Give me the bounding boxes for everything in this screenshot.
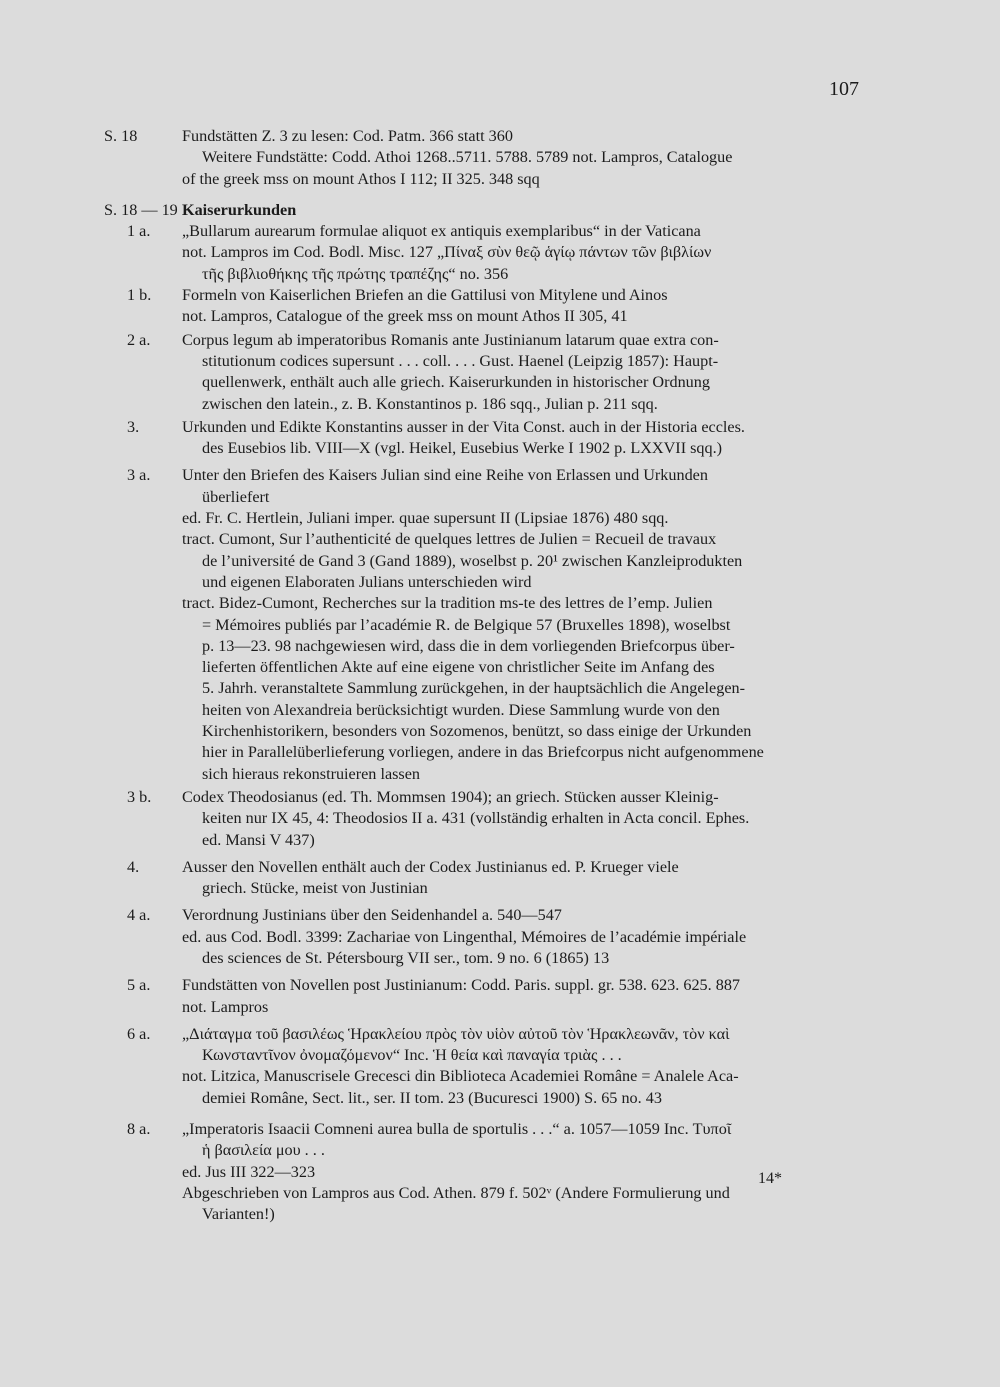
entry-1b [104,285,884,328]
text-line: Corpus legum ab imperatoribus Romanis ante Justinianum latarum quae extra con- [182,330,719,349]
text-line: Varianten!) [202,1205,275,1224]
text-line: „Imperatoris Isaacii Comneni aurea bulla de sportulis . . .“ a. 1057—1059 Inc. Τυποῖ [182,1120,732,1139]
section-body [182,200,884,221]
text-line: heiten von Alexandreia berücksichtigt wurden. Diese Sammlung wurde von den [202,700,720,719]
section-label: S. 18 — 19 [104,200,178,219]
entry-5a [104,975,884,1018]
text-line: not. Lampros [182,997,269,1016]
text-line: griech. Stücke, meist von Justinian [202,879,428,898]
text-line: ed. aus Cod. Bodl. 3399: Zachariae von Lingenthal, Mémoires de l’académie impériale [182,927,747,946]
text-line: ed. Fr. C. Hertlein, Juliani imper. quae supersunt II (Lipsiae 1876) 480 sqq. [182,509,669,528]
text-line: not. Litzica, Manuscrisele Grecesci din Biblioteca Academiei Române = Analele Aca- [182,1067,739,1086]
entry-body [182,417,884,460]
text-line: τῆς βιβλιοθήκης τῆς πρώτης τραπέζης“ no. 356 [202,264,509,283]
entry-6a [104,1024,884,1109]
text-line: Formeln von Kaiserlichen Briefen an die Gattilusi von Mitylene und Ainos [182,286,668,305]
entry-body [182,905,884,969]
text-line: not. Lampros, Catalogue of the greek mss on mount Athos II 305, 41 [182,307,628,326]
text-line: Κωνσταντῖνον ὀνομαζόμενον“ Inc. Ἡ θεία καὶ παναγία τριὰς . . . [202,1046,622,1065]
text-line: not. Lampros im Cod. Bodl. Misc. 127 „Πίναξ σὺν θεῷ ἁγίῳ πάντων τῶν βιβλίων [182,243,712,262]
entry-label: 5 a. [127,976,151,995]
entry-label: 3 a. [127,466,151,485]
page-content [104,126,884,1226]
text-line: tract. Bidez-Cumont, Recherches sur la tradition ms-te des lettres de l’emp. Julien [182,594,713,613]
entry-label: 3. [127,417,140,436]
entry-body [182,975,884,1018]
entry-body [182,285,884,328]
text-line: Ausser den Novellen enthält auch der Codex Justinianus ed. P. Krueger viele [182,857,679,876]
text-line: Codex Theodosianus (ed. Th. Mommsen 1904); an griech. Stücken ausser Kleinig- [182,787,719,806]
section-s18 [104,126,884,190]
text-line: zwischen den latein., z. B. Konstantinos p. 186 sqq., Julian p. 211 sqq. [202,394,658,413]
text-line: p. 13—23. 98 nachgewiesen wird, dass die in dem vorliegenden Briefcorpus über- [202,636,735,655]
text-line: keiten nur IX 45, 4: Theodosios II a. 431 (vollständig erhalten in Acta concil. Ephes. [202,809,750,828]
section-s18-19 [104,200,884,221]
entry-1a [104,221,884,285]
entry-body [182,857,884,900]
text-line: „Bullarum aurearum formulae aliquot ex antiquis exemplaribus“ in der Vaticana [182,222,701,241]
text-line: ἡ βασιλεία μου . . . [202,1141,325,1160]
section-label: S. 18 [104,127,138,145]
entry-3a [104,465,884,784]
text-line: Urkunden und Edikte Konstantins ausser in der Vita Const. auch in der Historia eccles. [182,417,745,436]
printer-signature: 14* [758,1170,782,1187]
entry-3b [104,787,884,851]
text-line: und eigenen Elaboraten Julians unterschieden wird [202,572,532,591]
entry-label: 6 a. [127,1024,151,1043]
text-line: überliefert [202,487,270,506]
entry-body [182,221,884,285]
entry-3 [104,417,884,460]
text-line: lieferten öffentlichen Akte auf eine eigene von christlicher Seite im Anfang des [202,658,715,677]
entry-label: 1 b. [127,286,152,305]
entry-4a [104,905,884,969]
text-line: tract. Cumont, Sur l’authenticité de quelques lettres de Julien = Recueil de travaux [182,530,717,549]
entry-body [182,1024,884,1109]
text-line: des sciences de St. Pétersbourg VII ser., tom. 9 no. 6 (1865) 13 [202,948,610,967]
entry-label: 8 a. [127,1120,151,1139]
entry-2a [104,330,884,415]
text-line: stitutionum codices supersunt . . . coll. . . . Gust. Haenel (Leipzig 1857): Haupt- [202,351,719,370]
text-line: = Mémoires publiés par l’académie R. de Belgique 57 (Bruxelles 1898), woselbst [202,615,731,634]
entry-4 [104,857,884,900]
text-line: ed. Jus III 322—323 [182,1162,316,1181]
text-line: Verordnung Justinians über den Seidenhandel a. 540—547 [182,906,562,925]
entry-body [182,330,884,415]
entry-label: 2 a. [127,330,151,349]
text-line: 5. Jahrh. veranstaltete Sammlung zurückgehen, in der hauptsächlich die Angelegen- [202,679,745,698]
section-heading: Kaiserurkunden [182,200,297,219]
text-line: Unter den Briefen des Kaisers Julian sind eine Reihe von Erlassen und Urkunden [182,466,708,485]
text-line: demiei Române, Sect. lit., ser. II tom. 23 (Bucuresci 1900) S. 65 no. 43 [202,1088,662,1107]
entry-label: 3 b. [127,787,152,806]
text-line: hier in Parallelüberlieferung vorliegen, andere in das Briefcorpus nicht aufgenommene [202,743,764,762]
entry-label: 1 a. [127,222,151,241]
text-line: sich hieraus rekonstruieren lassen [202,764,421,783]
entry-label: 4. [127,857,140,876]
text-line: Fundstätten von Novellen post Justinianum: Codd. Paris. suppl. gr. 538. 623. 625. 887 [182,976,741,995]
text-line: ed. Mansi V 437) [202,830,315,849]
text-line: Weitere Fundstätte: Codd. Athoi 1268..5711. 5788. 5789 not. Lampros, Catalogue [202,148,733,167]
text-line: des Eusebios lib. VIII—X (vgl. Heikel, Eusebius Werke I 1902 p. LXXVII sqq.) [202,439,723,458]
text-line: Abgeschrieben von Lampros aus Cod. Athen. 879 f. 502ᵛ (Andere Formulierung und [182,1183,730,1202]
text-line: Kirchenhistorikern, besonders von Sozomenos, benützt, so dass einige der Urkunden [202,722,752,741]
page-number: 107 [829,78,859,100]
text-line: Fundstätten Z. 3 zu lesen: Cod. Patm. 366 statt 360 [182,127,513,145]
text-line: of the greek mss on mount Athos I 112; II 325. 348 sqq [182,169,540,188]
text-line: de l’université de Gand 3 (Gand 1889), woselbst p. 20¹ zwischen Kanzleiprodukten [202,551,743,570]
entry-label: 4 a. [127,906,151,925]
entry-body [182,465,884,784]
entry-body [182,787,884,851]
text-line: quellenwerk, enthält auch alle griech. Kaiserurkunden in historischer Ordnung [202,373,710,392]
text-line: „Διάταγμα τοῦ βασιλέως Ἡρακλείου πρὸς τὸν υἱὸν αὐτοῦ τὸν Ἡρακλεωνᾶν, τὸν καὶ [182,1024,730,1043]
section-body [182,126,884,190]
